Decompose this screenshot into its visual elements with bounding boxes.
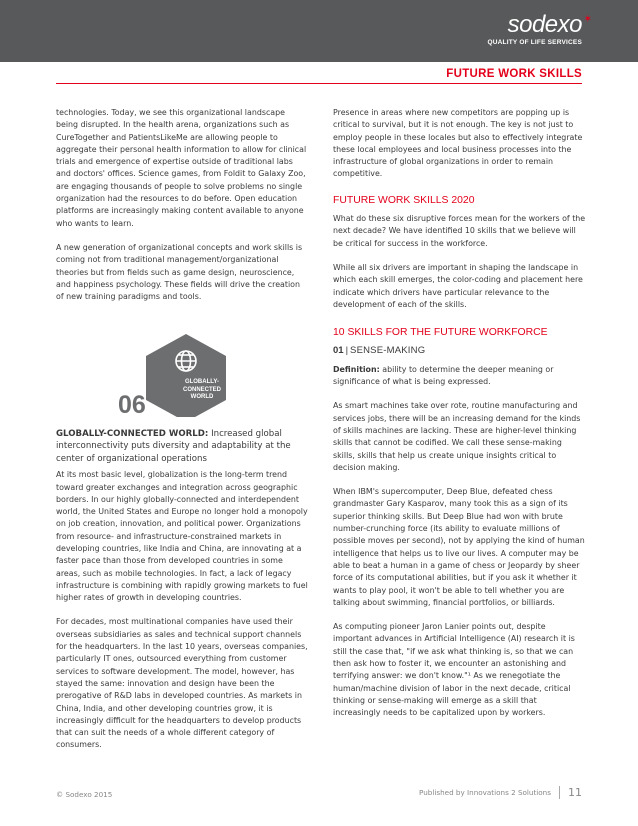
ten-skills-heading: 10 SKILLS FOR THE FUTURE WORKFORCE: [333, 327, 548, 339]
section-title: FUTURE WORK SKILLS: [446, 68, 582, 80]
paragraph: When IBM's supercomputer, Deep Blue, defeated chess grandmaster Gary Kasparov, many took this as a sign of its superior thinking skills. But Deep Blue had won with brute number-crunching force (its ability to evaluate millions of possible moves per second), not by applying the kind of human intelligence that helps us to live our lives. A computer may be able to beat a human in a game of chess or Jeopardy by sheer force of its computational abilities, but if you ask it whether it wants to play pool, it won't be able to tell whether you are talking about swimming, financial portfolios, or billiards.: [333, 487, 585, 607]
paragraph: Presence in areas where new competitors are popping up is critical to survival, but it is not enough. The key is not just to employ people in these locales but also to effectively integrate these local employees and local business processes into the infrastructure of global organizations in order to remain competitive.: [333, 108, 583, 179]
footer-right: [419, 786, 582, 799]
footer-copyright: © Sodexo 2015: [56, 790, 113, 799]
driver-hexagon: [146, 334, 226, 417]
title-divider: [56, 83, 582, 84]
right-column: [333, 107, 586, 731]
paragraph: While all six drivers are important in shaping the landscape in which each skill emerges, the color-coding and placement here indicate which drivers have particular relevance to the development of each of the skills.: [333, 262, 583, 309]
fws2020-heading: FUTURE WORK SKILLS 2020: [333, 194, 475, 206]
sodexo-logo: [487, 11, 592, 46]
skill-definition: [333, 364, 586, 389]
footer-divider: [559, 786, 560, 799]
driver-heading-rest: Increased global interconnectivity puts diversity and adaptability at the center of organizational operations: [56, 429, 291, 464]
definition-label: Definition:: [333, 364, 380, 374]
driver-heading: [56, 428, 309, 465]
skill-name: SENSE-MAKING: [350, 345, 426, 357]
logo-tagline: QUALITY OF LIFE SERVICES: [487, 39, 582, 46]
page-number: 11: [568, 786, 582, 799]
paragraph: At its most basic level, globalization is the long-term trend toward greater exchanges and integration across geographic borders. In our highly globally-connected and interdependent world, the United States and Europe no longer hold a monopoly on job creation, innovation, and political power. Organizations from resource- and infrastructure-constrained markets in developing countries, like India and China, are innovating at a faster pace than those from developed countries in some areas, such as mobile technologies. In fact, a lack of legacy infrastructure is combining with rapidly growing markets to fuel higher rates of growth in developing countries.: [56, 470, 308, 603]
paragraph: As smart machines take over rote, routine manufacturing and services jobs, there will be an increasing demand for the kinds of skills machines are lacking. These are higher-level thinking skills that cannot be codified. We call these sense-making skills, skills that help us create unique insights critical to decision making.: [333, 401, 581, 472]
footer-publisher: Published by Innovations 2 Solutions: [419, 788, 551, 797]
driver-label: GLOBALLY-CONNECTED WORLD: [182, 379, 221, 400]
paragraph: technologies. Today, we see this organizational landscape being disrupted. In the health arena, organizations such as CureTogether and PatientsLikeMe are allowing people to aggregate their personal health information to allow for clinical trials and emergence of expertise outside of traditional labs and doctors' offices. Science games, from Foldit to Galaxy Zoo, are engaging thousands of people to solve problems no single organization had the resources to do before. Open education platforms are increasingly making content available to anyone who wants to learn.: [56, 108, 307, 228]
driver-number: 06: [118, 391, 146, 419]
paragraph: What do these six disruptive forces mean for the workers of the next decade? We have identified 10 skills that we believe will be critical for success in the workforce.: [333, 214, 586, 248]
skill-heading: [333, 345, 586, 357]
left-column-lower: [56, 428, 309, 764]
paragraph: For decades, most multinational companies have used their overseas subsidiaries as sales and technical support channels for the headquarters. In the last 10 years, overseas companies, particularly IT ones, outsourced everything from customer services to software development. The model, however, has stayed the same: innovation and design have been the prerogative of R&D labs in developed countries. As markets in China, India, and other developing countries grow, it is increasingly difficult for the headquarters to develop products that can suit the needs of a whole different category of consumers.: [56, 617, 308, 750]
skill-number: 01: [333, 345, 344, 357]
left-column-top: [56, 107, 309, 315]
skill-separator: |: [345, 345, 349, 357]
logo-star-icon: ✶: [583, 14, 592, 25]
paragraph: A new generation of organizational concepts and work skills is coming not from traditional management/organizational theories but from fields such as game design, neuroscience, and happiness psychology. These fields will drive the creation of new training paradigms and tools.: [56, 242, 303, 302]
driver-heading-bold: GLOBALLY-CONNECTED WORLD:: [56, 429, 209, 439]
logo-wordmark: sodexo: [507, 11, 582, 38]
definition-text: ability to determine the deeper meaning or significance of what is being expressed.: [333, 364, 554, 387]
paragraph: As computing pioneer Jaron Lanier points out, despite important advances in Artificial Intelligence (AI) research it is still the case that, "if we ask what thinking is, so that we can then ask how to foster it, we encounter an astonishing and terrifying answer: we don't know."¹ As we renegotiate the human/machine division of labor in the next decade, critical thinking or sense-making will emerge as a skill that increasingly needs to be capitalized upon by workers.: [333, 622, 575, 718]
